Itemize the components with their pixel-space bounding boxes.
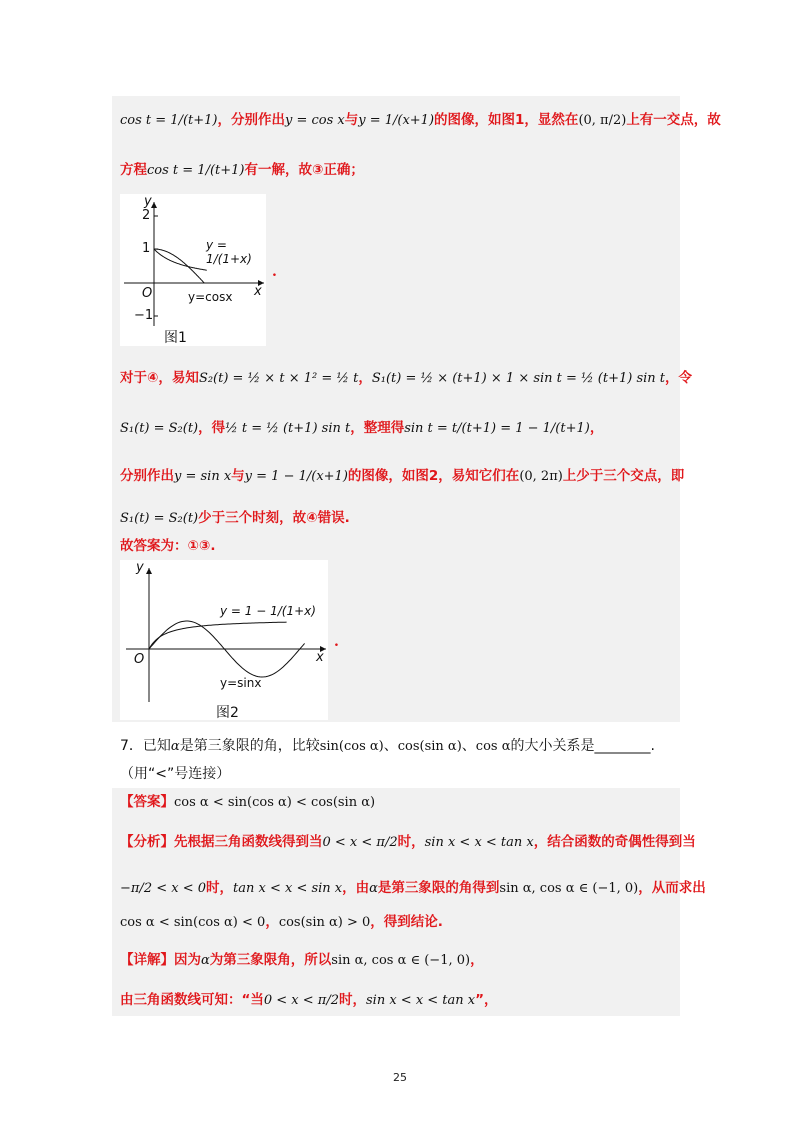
text: 的图像，如图1，显然在 [434, 112, 579, 128]
text: 少于三个时刻，故④错误. [198, 510, 350, 526]
analysis-line-2 [120, 878, 706, 899]
tick-label-2: 2 [142, 208, 151, 223]
answer-shade-block [112, 788, 680, 1016]
detail-tag: 【详解】 [120, 952, 174, 968]
figure-2-dot: . [334, 634, 339, 650]
y-axis-arrow [146, 568, 152, 574]
text: ，结合函数的奇偶性得到当 [533, 834, 696, 850]
math-alpha: α [201, 953, 210, 968]
text: 有一解，故③正确； [244, 162, 364, 178]
math-y-recip: y = 1/(x+1) [358, 113, 435, 128]
figure-1 [120, 194, 266, 346]
text: 时， [206, 880, 234, 896]
text: ，由 [342, 880, 370, 896]
origin-label: O [142, 286, 153, 301]
x-label: x [254, 284, 262, 299]
math-cos-sin: cos(sin α) [397, 739, 462, 754]
text: ， [265, 914, 279, 930]
text: 上有一交点，故 [626, 112, 721, 128]
math-interval: (0, π/2) [578, 113, 627, 128]
text: 由三角函数线可知：“当 [120, 992, 264, 1008]
math-neg-interval: −π/2 < x < 0 [120, 881, 207, 896]
text: 时， [397, 834, 425, 850]
math-ineq: cos α < sin(cos α) < 0 [120, 915, 266, 930]
math-interval-2pi: (0, 2π) [519, 469, 563, 484]
math-cos-t: cos t = 1/(t+1) [147, 163, 245, 178]
math-alpha: α [170, 739, 180, 754]
text: 与 [231, 468, 245, 484]
solution-line-1 [120, 110, 721, 131]
curve-cos-label: y=cosx [188, 290, 233, 304]
text: 因为 [174, 952, 201, 968]
detail-line-1 [120, 950, 484, 971]
text: 上少于三个交点，即 [562, 468, 685, 484]
math-interval: 0 < x < π/2 [322, 835, 398, 850]
math-s1-eq-s2: S₁(t) = S₂(t) [120, 421, 199, 436]
text: ”， [475, 992, 498, 1008]
math-ineq: sin x < x < tan x [424, 835, 534, 850]
math-alpha: α [369, 881, 378, 896]
text: ， [589, 420, 604, 436]
text: 时， [339, 992, 366, 1008]
text: ， [358, 370, 372, 386]
text: ，得到结论. [370, 914, 443, 930]
answer-tag: 【答案】 [120, 794, 174, 810]
text: 已知 [142, 738, 171, 754]
math-s1: S₁(t) = ½ × (t+1) × 1 × sin t = ½ (t+1) sin t [371, 371, 666, 386]
math-y-cosx: y = cos x [284, 113, 345, 128]
curve-sin-label: y=sinx [220, 676, 262, 690]
analysis-line-3 [120, 912, 443, 933]
text: 对于④，易知 [120, 370, 199, 386]
solution-line-5 [120, 466, 684, 487]
text: ，从而求出 [638, 880, 706, 896]
figure-1-dot: . [272, 264, 277, 280]
text: 分别作出 [120, 468, 174, 484]
text: 先根据三角函数线得到当 [174, 834, 323, 850]
math-ineq: tan x < x < sin x [233, 881, 343, 896]
question-number: 7． [120, 738, 143, 754]
math-s1-eq-s2: S₁(t) = S₂(t) [120, 511, 199, 526]
text: ，整理得 [350, 420, 405, 436]
y-label: y [144, 194, 152, 209]
analysis-tag: 【分析】 [120, 834, 174, 850]
question-7-line-1 [120, 736, 655, 757]
math-eq: ½ t = ½ (t+1) sin t [225, 421, 351, 436]
analysis-line-1 [120, 832, 696, 853]
text: ，令 [665, 370, 693, 386]
text: 、 [461, 738, 476, 754]
figure-1-caption: 图1 [164, 330, 187, 346]
question-7-line-2: （用“<”号连接） [120, 766, 231, 782]
math-interval: 0 < x < π/2 [263, 993, 339, 1008]
final-answer-line: 故答案为：①③. [120, 538, 216, 554]
text: 为第三象限角，所以 [209, 952, 332, 968]
text: 是第三象限的角得到 [377, 880, 500, 896]
text: ，得 [198, 420, 226, 436]
y-label: y [136, 560, 144, 575]
math-s2: S₂(t) = ½ × t × 1² = ½ t [198, 371, 359, 386]
math-cos-alpha: cos α [475, 739, 511, 754]
figure-2-caption: 图2 [216, 705, 239, 721]
math-y-sinx: y = sin x [174, 469, 232, 484]
tick-label-m1: −1 [134, 308, 154, 323]
answer-7-line [120, 792, 375, 813]
figure-2 [120, 560, 328, 720]
math-answer: cos α < sin(cos α) < cos(sin α) [174, 795, 376, 810]
text: 、 [383, 738, 398, 754]
text: 方程 [120, 162, 147, 178]
text: 是第三象限的角，比较 [179, 738, 320, 754]
curve-recip-label: y = 1/(1+x) [206, 238, 252, 266]
math-cos-t: cos t = 1/(t+1) [120, 113, 218, 128]
curve-1-minus-recip [149, 622, 287, 649]
tick-label-1: 1 [142, 241, 151, 256]
page-number: 25 [393, 1071, 407, 1084]
figure-2-graph [120, 560, 328, 720]
text: 的图像，如图2，易知它们在 [347, 468, 520, 484]
text: ， [470, 952, 484, 968]
text: 与 [344, 112, 359, 128]
curve-1-minus-recip-label: y = 1 − 1/(1+x) [220, 604, 316, 618]
math-ineq: cos(sin α) > 0 [278, 915, 371, 930]
math-ineq: sin x < x < tan x [366, 993, 476, 1008]
math-sin-cos: sin(cos α) [319, 739, 384, 754]
text: ，分别作出 [217, 112, 285, 128]
solution-line-2 [120, 160, 364, 181]
origin-label: O [134, 652, 145, 667]
text: 的大小关系是________. [510, 738, 655, 754]
solution-line-4 [120, 418, 603, 439]
x-label: x [316, 650, 324, 665]
math-range: sin α, cos α ∈ (−1, 0) [331, 953, 471, 968]
math-y-1-recip: y = 1 − 1/(x+1) [244, 469, 348, 484]
solution-line-3 [120, 368, 692, 389]
detail-line-2 [120, 990, 498, 1011]
math-range: sin α, cos α ∈ (−1, 0) [499, 881, 639, 896]
solution-line-6 [120, 508, 350, 529]
math-sin-t: sin t = t/(t+1) = 1 − 1/(t+1) [404, 421, 590, 436]
curve-cos [154, 249, 204, 283]
